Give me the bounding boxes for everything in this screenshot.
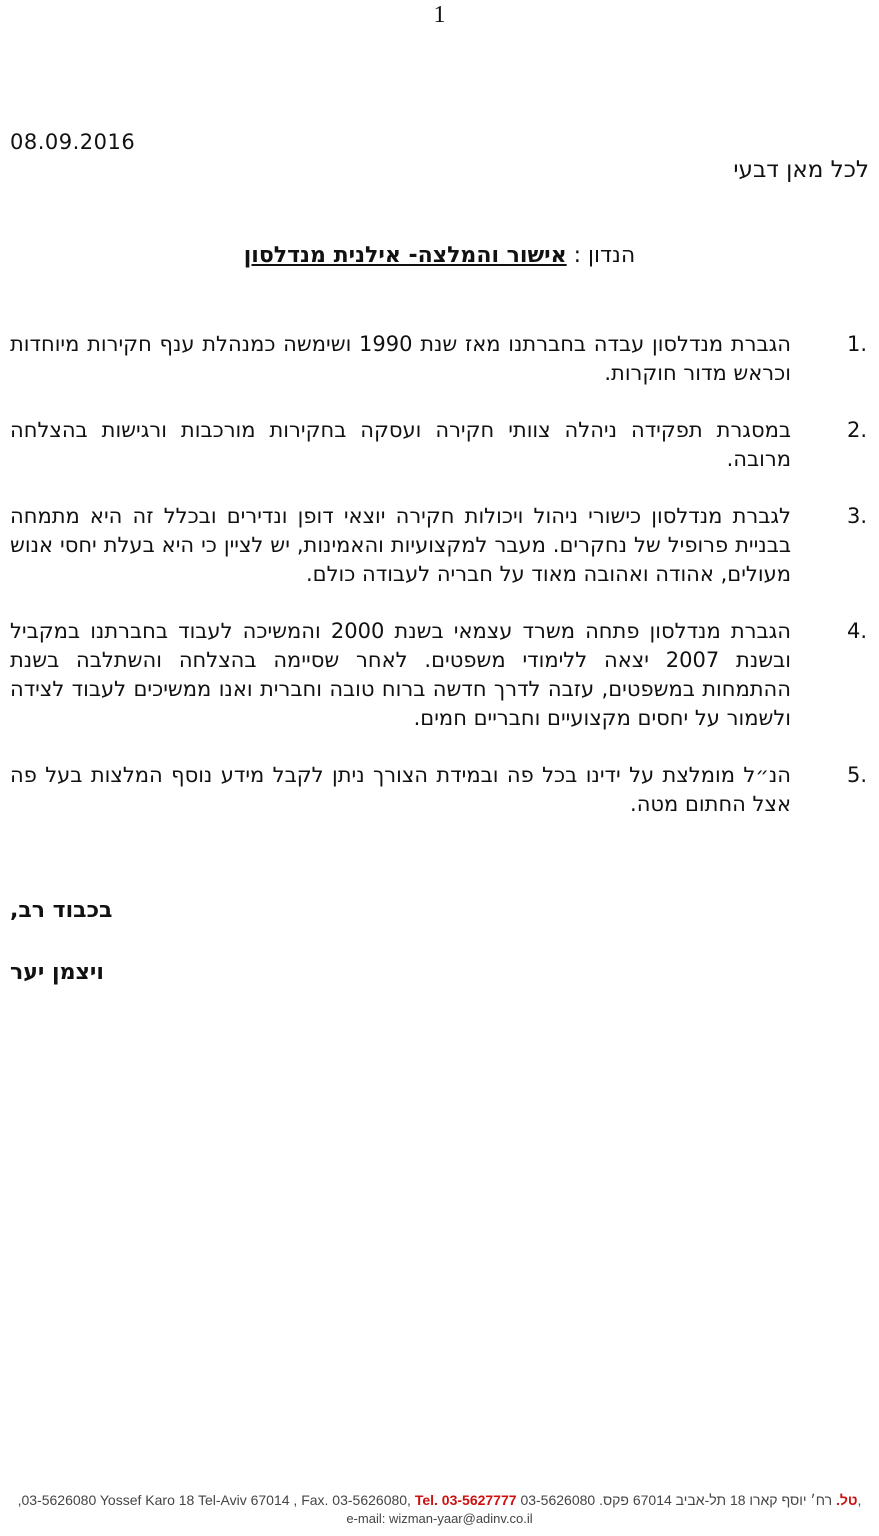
subject-line [0,243,879,268]
footer-phone: Tel. 03-5627777 [414,1492,517,1508]
subject-text: אישור והמלצה- אילנית מנדלסון [243,243,567,268]
item-text: הגברת מנדלסון עבדה בחברתנו מאז שנת 1990 ושימשה כמנהלת ענף חקירות מיוחדות וכראש מדור חוקרות. [10,332,791,385]
footer-address-hebrew: רח׳ יוסף קארו 18 תל-אביב 67014 פקס. 03-5626080, [520,1492,862,1508]
letter-date: 08.09.2016 [10,130,136,154]
numbered-items [10,330,869,847]
item-number: 5. [846,763,867,787]
footer-email[interactable]: e-mail: wizman-yaar@adinv.co.il [346,1511,533,1526]
footer-address-english: ,03-5626080 Yossef Karo 18 Tel-Aviv 67014 , Fax. 03-5626080, [17,1492,415,1508]
closing-line: בכבוד רב, [10,898,113,923]
item-number: 4. [846,619,867,643]
item-number: 3. [846,504,867,528]
list-item [10,330,869,388]
page-number: 1 [433,2,446,28]
list-item [10,617,869,733]
footer-address-line [0,1492,879,1508]
item-text: לגברת מנדלסון כישורי ניהול ויכולות חקירה יוצאי דופן ונדירים ובכלל זה היא מתמחה בבניית פרופיל של נחקרים. מעבר למקצועיות והאמינות, יש לציין כי היא בעלת יחסי אנוש מעולים, אהודה ואהובה מאוד על חבריה לעבודה כולם. [10,504,791,586]
letterhead-footer [0,1492,879,1526]
item-number: 2. [846,418,867,442]
footer-phone-label-hebrew: טל. [835,1492,858,1508]
list-item [10,761,869,819]
item-text: הנ״ל מומלצת על ידינו בכל פה ובמידת הצורך ניתן לקבל מידע נוסף המלצות בעל פה אצל החתום מטה. [10,763,791,816]
list-item [10,416,869,474]
item-text: הגברת מנדלסון פתחה משרד עצמאי בשנת 2000 והמשיכה לעבוד בחברתנו במקביל ובשנת 2007 יצאה ללימודי משפטים. לאחר שסיימה בהצלחה והשתלבה בשנת ההתמחות במשפטים, עזבה לדרך חדשה ברוח טובה וחברית ואנו ממשיכים לעבוד לצידה ולשמור על יחסים מקצועיים וחבריים חמים. [10,619,791,730]
item-text: במסגרת תפקידה ניהלה צוותי חקירה ועסקה בחקירות מורכבות ורגישות בהצלחה מרובה. [10,418,791,471]
item-number: 1. [846,332,867,356]
recipient-line: לכל מאן דבעי [733,157,869,183]
subject-label: הנדון : [573,243,636,268]
list-item [10,502,869,589]
signer-name: ויצמן יער [10,960,104,985]
